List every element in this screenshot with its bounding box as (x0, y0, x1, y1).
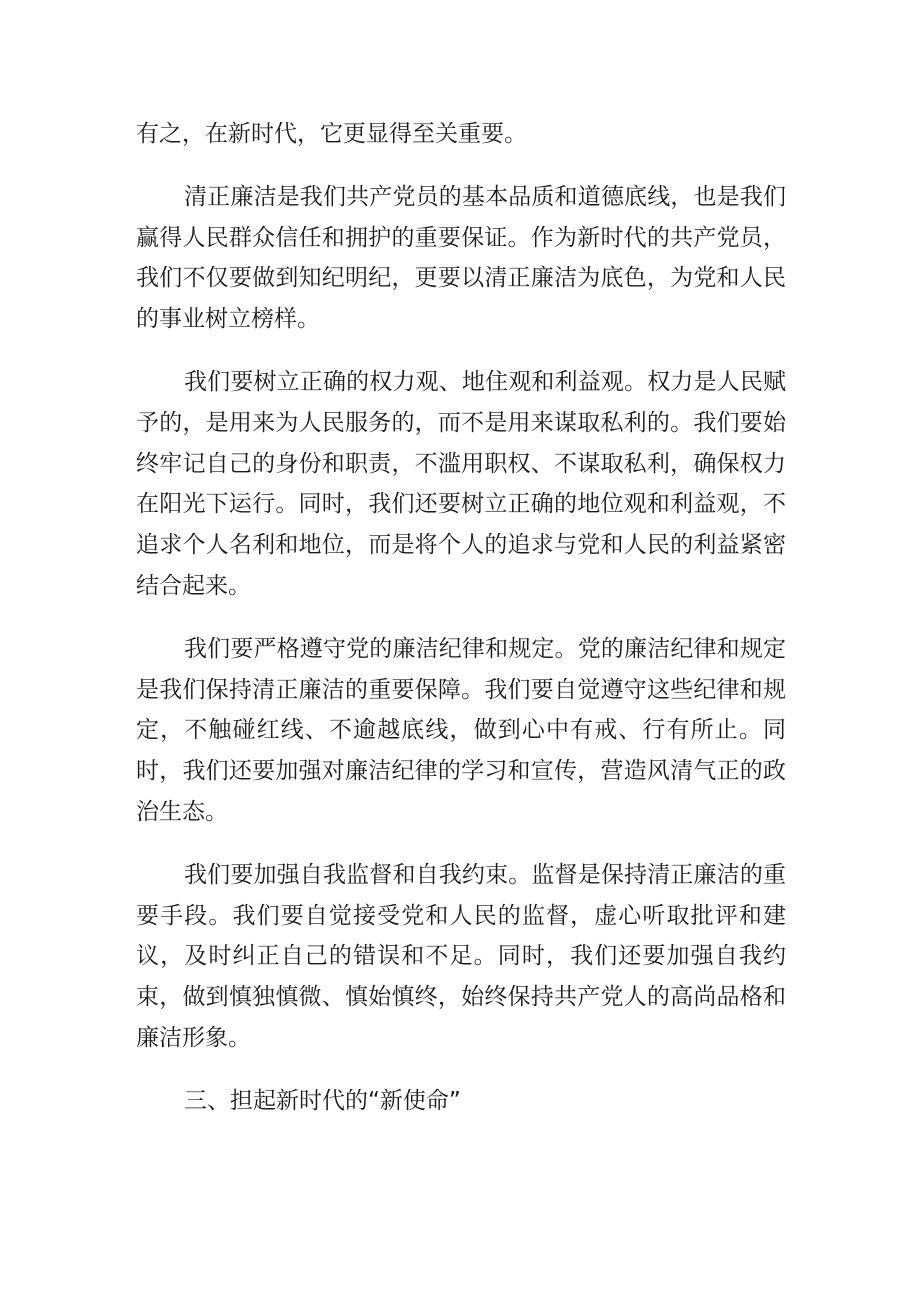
paragraph-discipline-rules: 我们要严格遵守党的廉洁纪律和规定。党的廉洁纪律和规定是我们保持清正廉洁的重要保障。我们要自觉遵守这些纪律和规定，不触碰红线、不逾越底线，做到心中有戒、行有所止。同时，我们还要加强对廉洁纪律的学习和宣传，营造风清气正的政治生态。 (136, 635, 786, 825)
document-body (136, 114, 786, 1122)
section-heading: 三、担起新时代的“新使命” (184, 1087, 461, 1114)
paragraph-continuation: 有之，在新时代，它更显得至关重要。 (136, 121, 527, 147)
paragraph-integrity-foundation: 清正廉洁是我们共产党员的基本品质和道德底线，也是我们赢得人民群众信任和拥护的重要保证。作为新时代的共产党员，我们不仅要做到知纪明纪，更要以清正廉洁为底色，为党和人民的事业树立榜样。 (136, 183, 786, 333)
paragraph-power-view: 我们要树立正确的权力观、地住观和利益观。权力是人民赋予的，是用来为人民服务的，而不是用来谋取私利的。我们要始终牢记自己的身份和职责，不滥用职权、不谋取私利，确保权力在阳光下运行。同时，我们还要树立正确的地位观和利益观，不追求个人名利和地位，而是将个人的追求与党和人民的利益紧密结合起来。 (136, 368, 786, 599)
paragraph-self-supervision: 我们要加强自我监督和自我约束。监督是保持清正廉洁的重要手段。我们要自觉接受党和人民的监督，虚心听取批评和建议，及时纠正自己的错误和不足。同时，我们还要加强自我约束，做到慎独慎微、慎始慎终，始终保持共产党人的高尚品格和廉洁形象。 (136, 861, 786, 1051)
